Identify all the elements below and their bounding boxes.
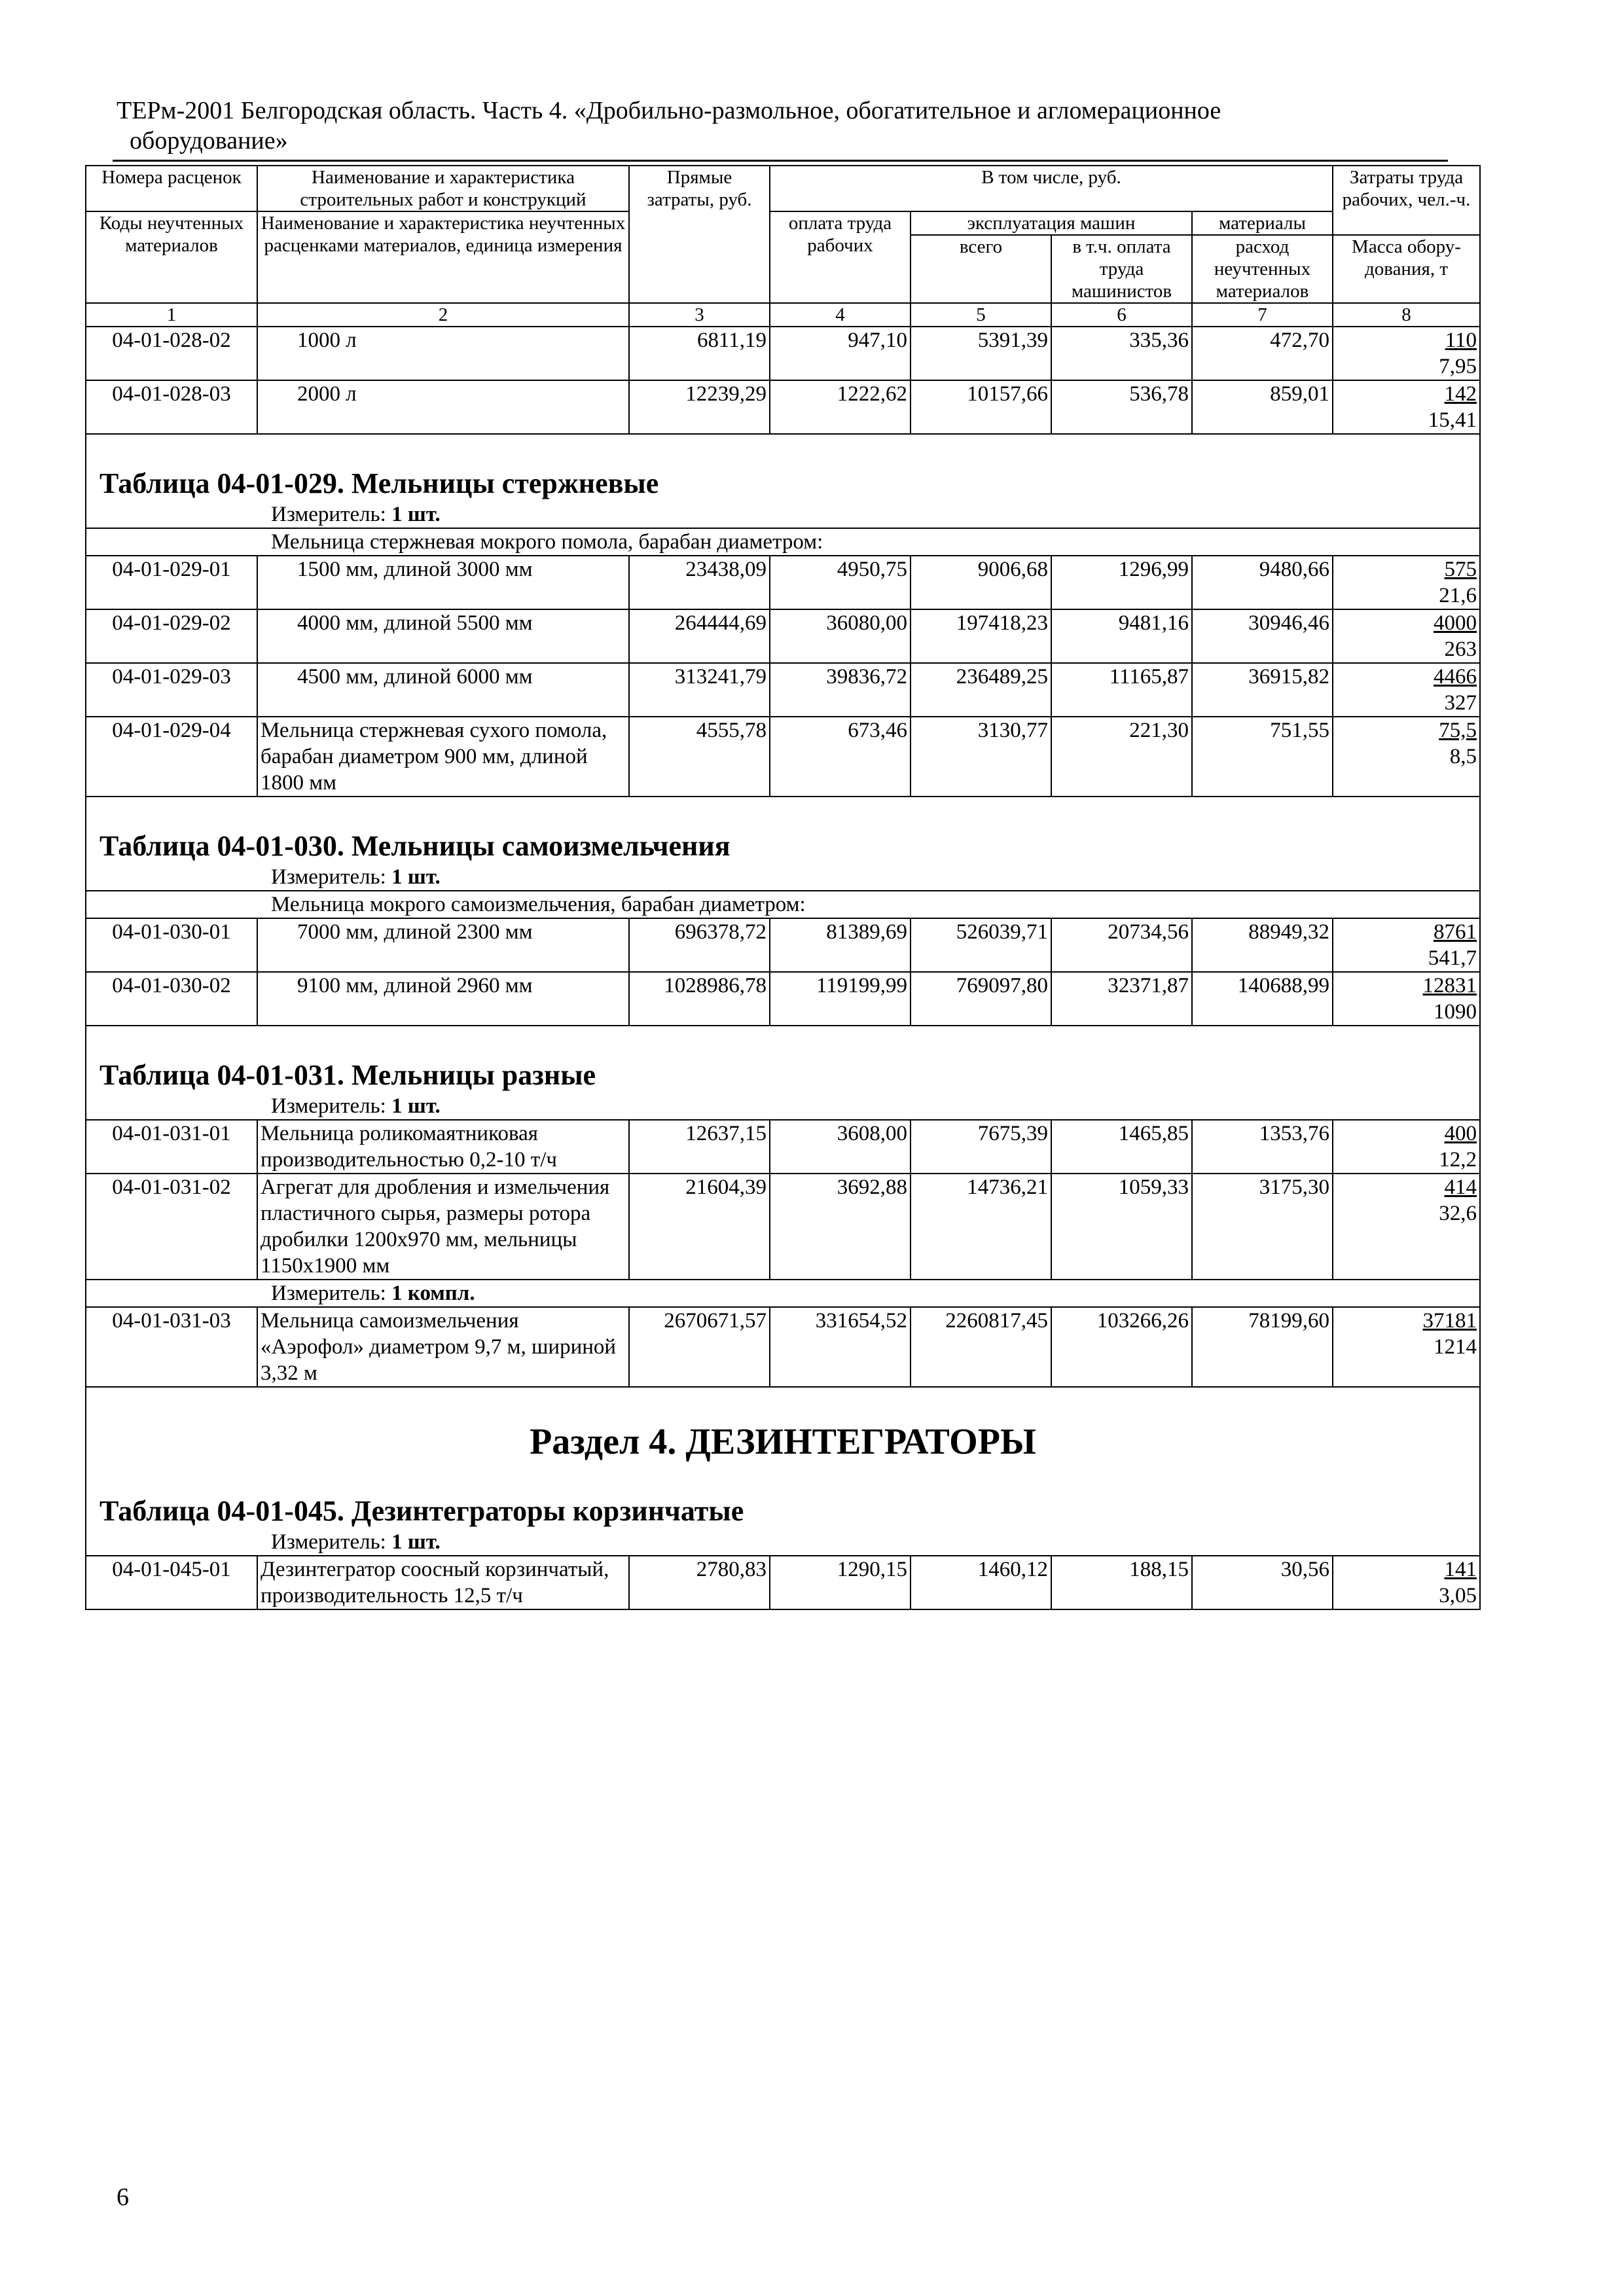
labor-hours-mass bbox=[1333, 556, 1480, 609]
col-materials-header: материалы bbox=[1192, 211, 1333, 235]
labor-cost: 3608,00 bbox=[770, 1120, 911, 1174]
table-title-045: Таблица 04-01-045. Дезинтеграторы корзинчатые bbox=[99, 1495, 744, 1527]
labor-hours-mass bbox=[1333, 1120, 1480, 1174]
machines-cost: 769097,80 bbox=[911, 972, 1051, 1026]
labor-cost: 673,46 bbox=[770, 717, 911, 797]
machinist-labor-cost: 1059,33 bbox=[1051, 1174, 1192, 1280]
rate-code: 04-01-029-03 bbox=[86, 663, 257, 717]
labor-hours: 575 bbox=[1444, 558, 1477, 581]
header-row-2 bbox=[86, 211, 1480, 235]
machinist-labor-cost: 103266,26 bbox=[1051, 1307, 1192, 1387]
direct-cost: 2780,83 bbox=[629, 1556, 770, 1609]
equipment-mass: 7,95 bbox=[1439, 355, 1477, 378]
col-machines-total-header: всего bbox=[911, 235, 1051, 303]
materials-cost: 859,01 bbox=[1192, 380, 1333, 434]
machinist-labor-cost: 188,15 bbox=[1051, 1556, 1192, 1609]
subgroup-row bbox=[86, 528, 1480, 556]
labor-cost: 81389,69 bbox=[770, 918, 911, 972]
labor-hours-mass bbox=[1333, 327, 1480, 380]
labor-hours: 141 bbox=[1444, 1558, 1477, 1581]
measure-label: Измеритель: bbox=[271, 865, 386, 889]
materials-cost: 472,70 bbox=[1192, 327, 1333, 380]
direct-cost: 23438,09 bbox=[629, 556, 770, 609]
labor-hours-mass bbox=[1333, 1556, 1480, 1609]
labor-cost: 36080,00 bbox=[770, 609, 911, 663]
rate-name: Мельница роликомаятниковая производительностью 0,2-10 т/ч bbox=[257, 1120, 629, 1174]
column-number: 3 bbox=[629, 303, 770, 327]
col-machines-header: эксплуатация машин bbox=[911, 211, 1192, 235]
labor-hours-mass bbox=[1333, 918, 1480, 972]
materials-cost: 9480,66 bbox=[1192, 556, 1333, 609]
equipment-mass: 327 bbox=[1444, 691, 1477, 715]
rate-code: 04-01-029-04 bbox=[86, 717, 257, 797]
table-row bbox=[86, 1174, 1480, 1280]
header-rule bbox=[113, 160, 1448, 162]
section-cell bbox=[86, 797, 1480, 891]
measure-label: Измеритель: bbox=[271, 1530, 386, 1554]
rate-code: 04-01-028-03 bbox=[86, 380, 257, 434]
table-row bbox=[86, 717, 1480, 797]
table-section-045 bbox=[86, 1387, 1480, 1556]
machinist-labor-cost: 11165,87 bbox=[1051, 663, 1192, 717]
direct-cost: 6811,19 bbox=[629, 327, 770, 380]
table-row bbox=[86, 663, 1480, 717]
column-number: 2 bbox=[257, 303, 629, 327]
machinist-labor-cost: 20734,56 bbox=[1051, 918, 1192, 972]
measure-label: Измеритель: bbox=[271, 503, 386, 526]
labor-hours-mass bbox=[1333, 663, 1480, 717]
labor-hours: 37181 bbox=[1422, 1309, 1477, 1333]
equipment-mass: 263 bbox=[1444, 637, 1477, 661]
table-title-031: Таблица 04-01-031. Мельницы разные bbox=[99, 1059, 596, 1091]
materials-cost: 751,55 bbox=[1192, 717, 1333, 797]
rate-code: 04-01-045-01 bbox=[86, 1556, 257, 1609]
labor-hours: 4466 bbox=[1434, 665, 1477, 689]
labor-hours: 142 bbox=[1444, 382, 1477, 406]
machinist-labor-cost: 1465,85 bbox=[1051, 1120, 1192, 1174]
measure-row bbox=[86, 1280, 1480, 1307]
labor-hours-mass bbox=[1333, 380, 1480, 434]
table-section-030 bbox=[86, 797, 1480, 891]
col-labor-header: оплата труда рабочих bbox=[770, 211, 911, 303]
equipment-mass: 3,05 bbox=[1439, 1584, 1477, 1607]
column-number: 5 bbox=[911, 303, 1051, 327]
rate-code: 04-01-028-02 bbox=[86, 327, 257, 380]
direct-cost: 4555,78 bbox=[629, 717, 770, 797]
direct-cost: 12239,29 bbox=[629, 380, 770, 434]
measure-029 bbox=[86, 501, 1479, 528]
machines-cost: 526039,71 bbox=[911, 918, 1051, 972]
measure-label: Измеритель: bbox=[271, 1282, 386, 1305]
direct-cost: 12637,15 bbox=[629, 1120, 770, 1174]
labor-cost: 331654,52 bbox=[770, 1307, 911, 1387]
labor-cost: 1290,15 bbox=[770, 1556, 911, 1609]
machinist-labor-cost: 335,36 bbox=[1051, 327, 1192, 380]
materials-cost: 88949,32 bbox=[1192, 918, 1333, 972]
table-row bbox=[86, 1120, 1480, 1174]
labor-hours: 75,5 bbox=[1439, 719, 1477, 742]
rate-name: 1000 л bbox=[257, 327, 629, 380]
rate-code: 04-01-030-01 bbox=[86, 918, 257, 972]
rate-code: 04-01-029-01 bbox=[86, 556, 257, 609]
rate-name: 7000 мм, длиной 2300 мм bbox=[257, 918, 629, 972]
labor-hours-mass bbox=[1333, 717, 1480, 797]
measure-value: 1 компл. bbox=[391, 1282, 475, 1305]
section-cell bbox=[86, 1387, 1480, 1556]
rate-code: 04-01-031-01 bbox=[86, 1120, 257, 1174]
machines-cost: 7675,39 bbox=[911, 1120, 1051, 1174]
materials-cost: 30,56 bbox=[1192, 1556, 1333, 1609]
materials-cost: 3175,30 bbox=[1192, 1174, 1333, 1280]
subgroup-row bbox=[86, 891, 1480, 918]
rate-code: 04-01-030-02 bbox=[86, 972, 257, 1026]
table-section-031 bbox=[86, 1026, 1480, 1120]
direct-cost: 21604,39 bbox=[629, 1174, 770, 1280]
machinist-labor-cost: 9481,16 bbox=[1051, 609, 1192, 663]
measure-value: 1 шт. bbox=[391, 865, 441, 889]
machines-cost: 197418,23 bbox=[911, 609, 1051, 663]
header-line-1: ТЕРм-2001 Белгородская область. Часть 4. «Дробильно-размольное, обогатительное и агломерационное bbox=[117, 97, 1221, 124]
equipment-mass: 15,41 bbox=[1428, 408, 1477, 432]
labor-hours: 8761 bbox=[1434, 920, 1477, 944]
rate-code: 04-01-031-03 bbox=[86, 1307, 257, 1387]
col-codes-header: Номера расценок bbox=[86, 166, 257, 211]
col-materials-use-header: расход неучтенных материалов bbox=[1192, 235, 1333, 303]
direct-cost: 1028986,78 bbox=[629, 972, 770, 1026]
machines-cost: 1460,12 bbox=[911, 1556, 1051, 1609]
rate-code: 04-01-029-02 bbox=[86, 609, 257, 663]
rate-name: Агрегат для дробления и измельчения пластичного сырья, размеры ротора дробилки 1200х970 мм, мельницы 1150х1900 мм bbox=[257, 1174, 629, 1280]
labor-cost: 1222,62 bbox=[770, 380, 911, 434]
labor-cost: 947,10 bbox=[770, 327, 911, 380]
page-header bbox=[117, 96, 1465, 156]
section-cell bbox=[86, 1026, 1480, 1120]
machines-cost: 9006,68 bbox=[911, 556, 1051, 609]
measure-value: 1 шт. bbox=[391, 1530, 441, 1554]
equipment-mass: 12,2 bbox=[1439, 1148, 1477, 1172]
section-title-4: Раздел 4. ДЕЗИНТЕГРАТОРЫ bbox=[530, 1422, 1036, 1462]
machinist-labor-cost: 32371,87 bbox=[1051, 972, 1192, 1026]
table-row bbox=[86, 609, 1480, 663]
table-title-029: Таблица 04-01-029. Мельницы стержневые bbox=[99, 467, 659, 499]
col-direct-header: Прямые затраты, руб. bbox=[629, 166, 770, 303]
labor-cost: 39836,72 bbox=[770, 663, 911, 717]
col-material-codes-header: Коды неучтенных материалов bbox=[86, 211, 257, 303]
labor-cost: 3692,88 bbox=[770, 1174, 911, 1280]
table-title-030: Таблица 04-01-030. Мельницы самоизмельчения bbox=[99, 830, 731, 862]
table-row bbox=[86, 972, 1480, 1026]
col-name-header: Наименование и характеристика строительных работ и конструкций bbox=[257, 166, 629, 211]
equipment-mass: 21,6 bbox=[1439, 584, 1477, 607]
section-cell bbox=[86, 434, 1480, 528]
labor-hours: 414 bbox=[1444, 1175, 1477, 1199]
equipment-mass: 1090 bbox=[1434, 1000, 1477, 1024]
materials-cost: 78199,60 bbox=[1192, 1307, 1333, 1387]
measure-030 bbox=[86, 864, 1479, 890]
materials-cost: 30946,46 bbox=[1192, 609, 1333, 663]
labor-hours-mass bbox=[1333, 1307, 1480, 1387]
machines-cost: 3130,77 bbox=[911, 717, 1051, 797]
measure-value: 1 шт. bbox=[391, 1094, 441, 1118]
rate-name: 4500 мм, длиной 6000 мм bbox=[257, 663, 629, 717]
measure-value: 1 шт. bbox=[391, 503, 441, 526]
equipment-mass: 32,6 bbox=[1439, 1202, 1477, 1225]
col-incl-header: В том числе, руб. bbox=[770, 166, 1333, 211]
rate-name: 1500 мм, длиной 3000 мм bbox=[257, 556, 629, 609]
table-row bbox=[86, 1556, 1480, 1609]
labor-cost: 4950,75 bbox=[770, 556, 911, 609]
table-row bbox=[86, 918, 1480, 972]
direct-cost: 2670671,57 bbox=[629, 1307, 770, 1387]
labor-hours-mass bbox=[1333, 1174, 1480, 1280]
table-row bbox=[86, 380, 1480, 434]
subgroup-030: Мельница мокрого самоизмельчения, барабан диаметром: bbox=[86, 891, 1480, 918]
table-section-029 bbox=[86, 434, 1480, 528]
labor-cost: 119199,99 bbox=[770, 972, 911, 1026]
direct-cost: 696378,72 bbox=[629, 918, 770, 972]
equipment-mass: 1214 bbox=[1434, 1335, 1477, 1359]
rate-name: Мельница стержневая сухого помола, барабан диаметром 900 мм, длиной 1800 мм bbox=[257, 717, 629, 797]
machinist-labor-cost: 1296,99 bbox=[1051, 556, 1192, 609]
equipment-mass: 8,5 bbox=[1449, 745, 1477, 768]
column-number: 6 bbox=[1051, 303, 1192, 327]
labor-hours: 400 bbox=[1444, 1122, 1477, 1145]
measure-031-2 bbox=[86, 1280, 1480, 1307]
direct-cost: 264444,69 bbox=[629, 609, 770, 663]
materials-cost: 1353,76 bbox=[1192, 1120, 1333, 1174]
header-line-2: оборудование» bbox=[130, 127, 288, 154]
col-machinist-labor-header: в т.ч. оплата труда машинистов bbox=[1051, 235, 1192, 303]
column-number: 7 bbox=[1192, 303, 1333, 327]
column-numbers-row bbox=[86, 303, 1480, 327]
rates-table bbox=[85, 165, 1481, 1610]
machines-cost: 5391,39 bbox=[911, 327, 1051, 380]
column-number: 4 bbox=[770, 303, 911, 327]
table-row bbox=[86, 327, 1480, 380]
page-number: 6 bbox=[117, 2183, 129, 2211]
subgroup-029: Мельница стержневая мокрого помола, барабан диаметром: bbox=[86, 528, 1480, 556]
direct-cost: 313241,79 bbox=[629, 663, 770, 717]
col-material-names-header: Наименование и характеристика неучтенных расценками материалов, единица измерения bbox=[257, 211, 629, 303]
measure-031 bbox=[86, 1093, 1479, 1119]
machines-cost: 14736,21 bbox=[911, 1174, 1051, 1280]
table-row bbox=[86, 556, 1480, 609]
machinist-labor-cost: 536,78 bbox=[1051, 380, 1192, 434]
col-mass-header: Масса обору-дования, т bbox=[1333, 235, 1480, 303]
labor-hours: 12831 bbox=[1422, 974, 1477, 997]
machines-cost: 236489,25 bbox=[911, 663, 1051, 717]
rate-code: 04-01-031-02 bbox=[86, 1174, 257, 1280]
column-number: 8 bbox=[1333, 303, 1480, 327]
equipment-mass: 541,7 bbox=[1428, 946, 1477, 970]
machinist-labor-cost: 221,30 bbox=[1051, 717, 1192, 797]
labor-hours: 4000 bbox=[1434, 611, 1477, 635]
materials-cost: 140688,99 bbox=[1192, 972, 1333, 1026]
labor-hours-mass bbox=[1333, 609, 1480, 663]
measure-045 bbox=[86, 1529, 1479, 1555]
labor-hours: 110 bbox=[1445, 329, 1477, 352]
header-row-1 bbox=[86, 166, 1480, 211]
col-hours-header: Затраты труда рабочих, чел.-ч. bbox=[1333, 166, 1480, 235]
labor-hours-mass bbox=[1333, 972, 1480, 1026]
rate-name: 2000 л bbox=[257, 380, 629, 434]
machines-cost: 2260817,45 bbox=[911, 1307, 1051, 1387]
machines-cost: 10157,66 bbox=[911, 380, 1051, 434]
measure-label: Измеритель: bbox=[271, 1094, 386, 1118]
materials-cost: 36915,82 bbox=[1192, 663, 1333, 717]
rate-name: Мельница самоизмельчения «Аэрофол» диаметром 9,7 м, шириной 3,32 м bbox=[257, 1307, 629, 1387]
rate-name: 4000 мм, длиной 5500 мм bbox=[257, 609, 629, 663]
column-number: 1 bbox=[86, 303, 257, 327]
rate-name: 9100 мм, длиной 2960 мм bbox=[257, 972, 629, 1026]
rate-name: Дезинтегратор соосный корзинчатый, производительность 12,5 т/ч bbox=[257, 1556, 629, 1609]
table-row bbox=[86, 1307, 1480, 1387]
